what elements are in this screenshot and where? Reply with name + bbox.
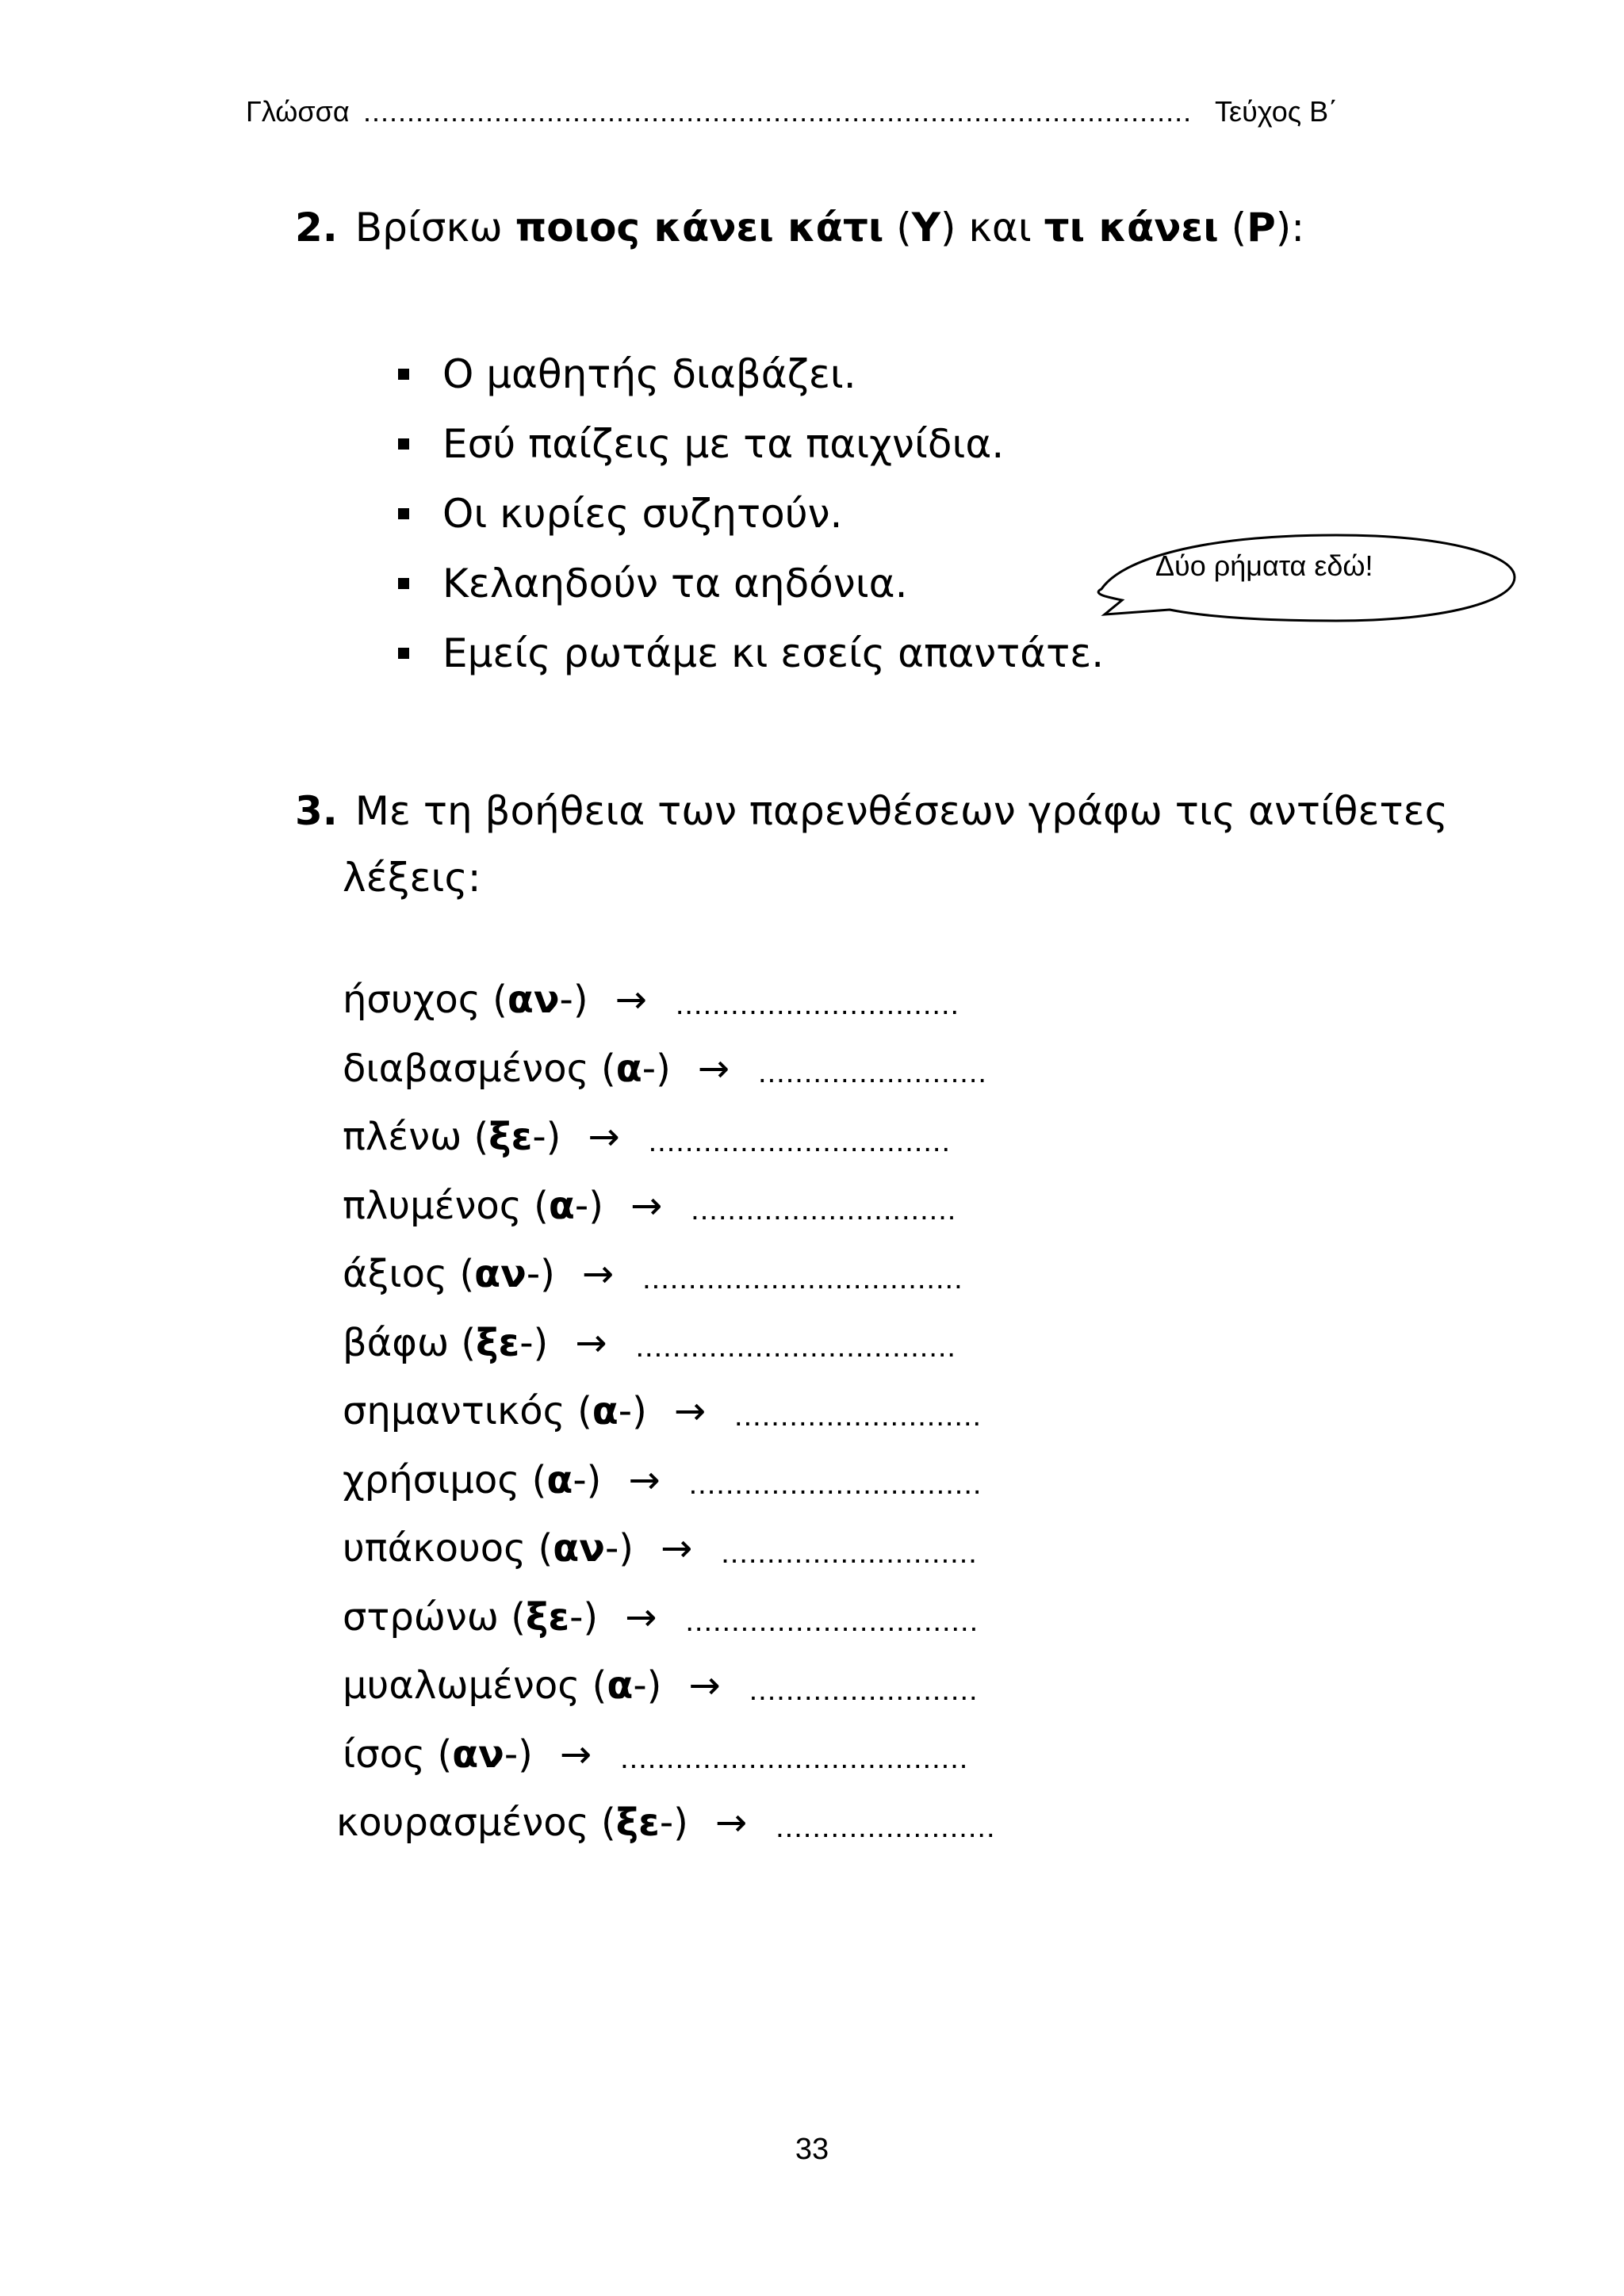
exercise-2-title	[295, 205, 1304, 251]
arrow-icon: →	[588, 1115, 620, 1160]
answer-blank: ...................................	[635, 1330, 956, 1364]
prefix: α	[615, 1046, 642, 1091]
arrow-icon: →	[559, 1732, 592, 1777]
answer-blank: ........................	[776, 1810, 996, 1844]
list-item: ίσος ( αν -) → ......................................	[343, 1732, 969, 1777]
title-part: (	[883, 205, 912, 251]
arrow-icon: →	[660, 1526, 693, 1571]
list-item: Οι κυρίες συζητούν.	[396, 479, 1104, 549]
exercise-2-number: 2.	[295, 205, 338, 251]
prefix: αν	[507, 978, 560, 1023]
speech-bubble	[1074, 527, 1522, 630]
prefix: α	[548, 1183, 575, 1228]
list-item: χρήσιμος ( α -) → ................................	[343, 1457, 982, 1502]
arrow-icon: →	[625, 1594, 657, 1640]
header-volume: Τεύχος Β΄	[1215, 95, 1339, 128]
answer-blank: .............................	[691, 1193, 957, 1227]
answer-blank: .........................	[758, 1056, 987, 1090]
prefix: ξε	[615, 1800, 660, 1846]
square-bullet-icon	[398, 508, 409, 519]
prefix: αν	[474, 1252, 527, 1297]
list-item: διαβασμένος ( α -) → .........................	[343, 1046, 987, 1091]
arrow-icon: →	[628, 1457, 661, 1502]
arrow-icon: →	[630, 1183, 663, 1228]
list-item: Ο μαθητής διαβάζει.	[396, 339, 1104, 409]
arrow-icon: →	[673, 1389, 707, 1434]
title-part-bold: ποιος κάνει κάτι	[515, 205, 884, 251]
prefix: αν	[553, 1526, 605, 1571]
prefix: ξε	[488, 1115, 533, 1160]
square-bullet-icon	[398, 578, 409, 589]
answer-blank: ......................................	[620, 1742, 969, 1776]
prefix: α	[607, 1663, 634, 1709]
header-leader-dots: ...............................................................................................	[363, 95, 1193, 128]
answer-blank: ............................	[721, 1536, 978, 1570]
list-item: μυαλωμένος ( α -) → .........................	[343, 1663, 979, 1709]
title-part-bold: Υ	[911, 205, 941, 251]
title-part-bold: τι κάνει	[1044, 205, 1219, 251]
list-item: πλυμένος ( α -) → .............................	[343, 1183, 957, 1228]
exercise-3-title	[295, 788, 1448, 834]
list-item: Κελαηδούν τα αηδόνια.	[396, 549, 1104, 618]
sentence-list	[396, 339, 1104, 688]
prefix: ξε	[476, 1320, 520, 1365]
title-part-bold: Ρ	[1247, 205, 1276, 251]
list-item: υπάκουος ( αν -) → ............................	[343, 1526, 978, 1571]
list-item: στρώνω ( ξε -) → ................................	[343, 1594, 979, 1640]
answer-blank: ................................	[685, 1605, 979, 1639]
square-bullet-icon	[398, 438, 409, 450]
arrow-icon: →	[615, 978, 647, 1023]
square-bullet-icon	[398, 369, 409, 380]
title-part: (	[1218, 205, 1247, 251]
arrow-icon: →	[581, 1252, 615, 1297]
prefix: αν	[452, 1732, 504, 1777]
callout-text: Δύο ρήματα εδώ!	[1155, 549, 1373, 582]
list-item: άξιος ( αν -) → ...................................	[343, 1252, 963, 1297]
answer-blank: ...................................	[642, 1261, 963, 1295]
answer-blank: ...............................	[675, 987, 960, 1021]
answer-blank: ...........................	[734, 1399, 982, 1433]
antonym-list	[336, 966, 996, 1858]
exercise-3-number: 3.	[295, 788, 338, 834]
prefix: ξε	[525, 1594, 570, 1640]
list-item: Εμείς ρωτάμε κι εσείς απαντάτε.	[396, 618, 1104, 688]
title-part: Βρίσκω	[354, 205, 515, 251]
square-bullet-icon	[398, 648, 409, 659]
page-number: 33	[795, 2133, 829, 2166]
list-item: ήσυχος ( αν -) → ...............................	[343, 978, 960, 1023]
prefix: α	[592, 1389, 619, 1434]
list-item: σημαντικός ( α -) → ...........................	[343, 1389, 982, 1434]
answer-blank: ................................	[688, 1468, 982, 1502]
exercise-3-title-line1: Με τη βοήθεια των παρενθέσεων γράφω τις αντίθετες	[354, 788, 1448, 834]
arrow-icon: →	[697, 1046, 730, 1091]
arrow-icon: →	[714, 1800, 748, 1846]
arrow-icon: →	[575, 1320, 607, 1365]
title-part: ) και	[940, 205, 1044, 251]
answer-blank: .................................	[648, 1124, 951, 1158]
header-subject: Γλώσσα	[246, 95, 350, 128]
exercise-3-title-line2: λέξεις:	[343, 855, 481, 901]
list-item: Εσύ παίζεις με τα παιχνίδια.	[396, 409, 1104, 479]
title-part: ):	[1275, 205, 1305, 251]
arrow-icon: →	[688, 1663, 721, 1709]
list-item: βάφω ( ξε -) → ...................................	[343, 1320, 956, 1365]
list-item: κουρασμένος ( ξε -) → ........................	[336, 1800, 996, 1846]
list-item: πλένω ( ξε -) → .................................	[343, 1115, 951, 1160]
answer-blank: .........................	[749, 1673, 979, 1707]
prefix: α	[546, 1457, 573, 1502]
